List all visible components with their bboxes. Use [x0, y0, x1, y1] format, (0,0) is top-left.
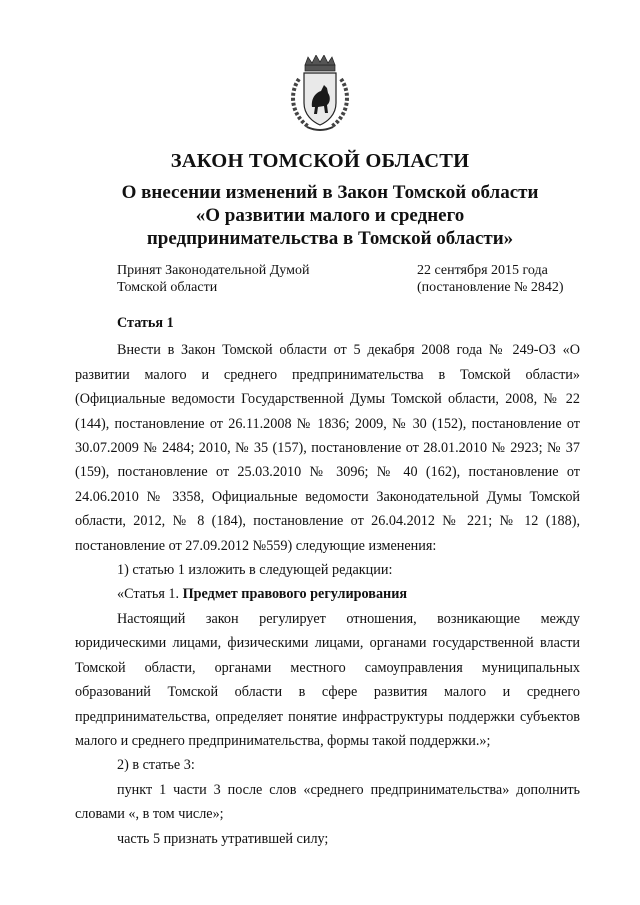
article-heading: Статья 1 [117, 315, 174, 331]
paragraph: 1) статью 1 изложить в следующей редакции: [117, 562, 393, 579]
paragraph: Настоящий закон регулирует отношения, возникающие между юридическими лицами, физическими лицами, органами государственной власти Томской области, органами местного самоуправления муниципальных образований Томской области в сфере развития малого и среднего предпринимательства, определяет понятие инфраструктуры поддержки субъектов малого и среднего предпринимательства, формы такой поддержки.»; [75, 610, 580, 749]
subtitle-line: предпринимательства в Томской области» [146, 228, 514, 249]
paragraph: Внести в Закон Томской области от 5 декабря 2008 года № 249-ОЗ «О развитии малого и среднего предпринимательства в Томской области» (Официальные ведомости Государственной Думы Томской области, 2008, № 22 (144), постановление от 26.11.2008 № 1836; 2009, № 30 (152), постановление от 30.07.2009 № 2484; 2010, № 35 (157), постановление от 28.01.2010 № 2923; № 37 (159), постановление от 25.03.2010 № 3096; № 40 (162), постановление от 24.06.2010 № 3358, Официальные ведомости Законодательной Думы Томской области, 2012, № 8 (184), постановление от 26.04.2012 № 221; № 12 (188), постановление от 27.09.2012 №559) следующие изменения: [75, 342, 580, 554]
adopted-by-line: Принят Законодательной Думой [117, 263, 310, 278]
subtitle-line: О внесении изменений в Закон Томской области [121, 182, 539, 203]
subtitle-line: «О развитии малого и среднего [195, 205, 465, 226]
adopted-by [117, 262, 377, 296]
quoted-article-heading [75, 582, 580, 606]
quoted-article-prefix: «Статья 1. [117, 586, 183, 603]
decree-number: (постановление № 2842) [417, 280, 564, 295]
adoption-date: 22 сентября 2015 года [417, 263, 548, 278]
law-subtitle [100, 181, 560, 250]
document-body [75, 311, 580, 851]
paragraph: 2) в статье 3: [117, 757, 195, 774]
paragraph: часть 5 признать утратившей силу; [117, 830, 329, 847]
adoption-date-block [417, 262, 597, 296]
tomsk-coat-of-arms-icon [287, 55, 353, 133]
law-title: ЗАКОН ТОМСКОЙ ОБЛАСТИ [170, 150, 470, 172]
paragraph: пункт 1 части 3 после слов «среднего предпринимательства» дополнить словами «, в том числе»; [75, 781, 580, 823]
quoted-article-title: Предмет правового регулирования [182, 586, 408, 603]
adopted-by-line: Томской области [117, 280, 218, 295]
